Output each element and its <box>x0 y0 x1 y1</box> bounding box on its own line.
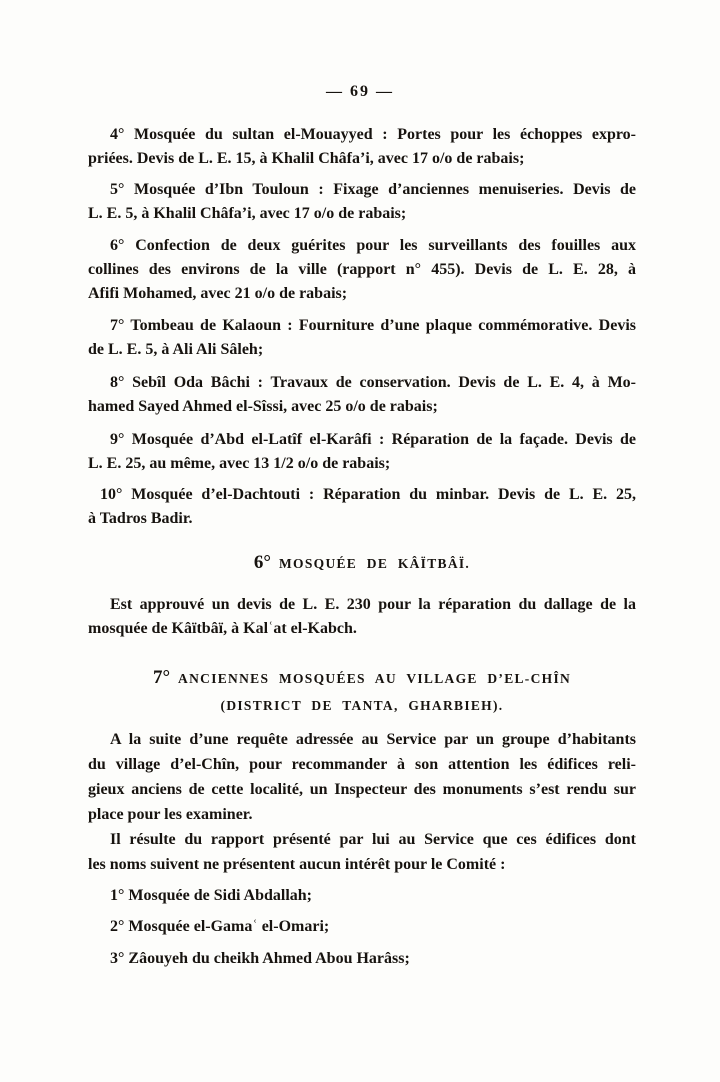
text-line: Afifi Mohamed, avec 21 o/o de rabais; <box>88 285 348 302</box>
text-line: 7° Tombeau de Kalaoun : Fourniture d’une plaque commémorative. Devis <box>110 317 636 334</box>
section-7-subtitle: (DISTRICT DE TANTA, GHARBIEH). <box>220 698 504 713</box>
text-line: L. E. 25, au même, avec 13 1/2 o/o de rabais; <box>88 455 391 472</box>
village-mosque-item-1: 1° Mosquée de Sidi Abdallah; <box>110 887 312 904</box>
text-line: 10° Mosquée d’el-Dachtouti : Réparation du minbar. Devis de L. E. 25, <box>100 486 636 503</box>
section-6-paragraph <box>88 593 636 641</box>
text-line: de L. E. 5, à Ali Ali Sâleh; <box>88 341 264 358</box>
text-line: à Tadros Badir. <box>88 510 193 527</box>
text-line: place pour les examiner. <box>88 806 253 823</box>
text-line: Est approuvé un devis de L. E. 230 pour la réparation du dallage de la <box>110 596 636 613</box>
section-7-heading <box>88 664 636 719</box>
approval-item-8 <box>88 371 636 419</box>
page-number: — 69 — <box>326 83 394 100</box>
section-6-title: MOSQUÉE DE KÂÏTBÂÏ. <box>279 556 471 571</box>
text-line: 9° Mosquée d’Abd el-Latîf el-Karâfi : Réparation de la façade. Devis de <box>110 431 636 448</box>
text-line: collines des environs de la ville (rapport n° 455). Devis de L. E. 28, à <box>88 261 636 278</box>
text-line: hamed Sayed Ahmed el-Sîssi, avec 25 o/o de rabais; <box>88 398 438 415</box>
text-line: gieux anciens de cette localité, un Inspecteur des monuments s’est rendu sur <box>88 781 636 798</box>
text-line: 6° Confection de deux guérites pour les surveillants des fouilles aux <box>110 237 636 254</box>
section-7-paragraph-2 <box>88 827 636 877</box>
text-line: L. E. 5, à Khalil Châfa’i, avec 17 o/o de rabais; <box>88 205 407 222</box>
approval-item-9 <box>88 428 636 476</box>
approval-item-5 <box>88 178 636 226</box>
text-line: du village d’el-Chîn, pour recommander à son attention les édifices reli- <box>88 756 636 773</box>
section-6-number: 6° <box>253 552 271 573</box>
text-line: 4° Mosquée du sultan el-Mouayyed : Portes pour les échoppes expro- <box>110 126 636 143</box>
text-line: 8° Sebîl Oda Bâchi : Travaux de conservation. Devis de L. E. 4, à Mo- <box>110 374 636 391</box>
text-line: Il résulte du rapport présenté par lui au Service que ces édifices dont <box>110 831 636 848</box>
text-line: les noms suivent ne présentent aucun intérêt pour le Comité : <box>88 856 506 873</box>
section-7-number: 7° <box>152 667 171 688</box>
approval-item-7 <box>88 314 636 362</box>
village-mosque-item-2: 2° Mosquée el-Gamaʿ el-Omari; <box>110 918 330 935</box>
text-line: 5° Mosquée d’Ibn Touloun : Fixage d’anciennes menuiseries. Devis de <box>110 181 636 198</box>
approval-item-4 <box>88 123 636 171</box>
section-7-title: ANCIENNES MOSQUÉES AU VILLAGE D’EL-CHÎN <box>178 671 572 686</box>
section-7-paragraph-1 <box>88 727 636 827</box>
approval-item-10 <box>88 483 636 531</box>
text-line: mosquée de Kâïtbâï, à Kalʿat el-Kabch. <box>88 620 357 637</box>
text-line: priées. Devis de L. E. 15, à Khalil Châfa’i, avec 17 o/o de rabais; <box>88 150 525 167</box>
approval-item-6 <box>88 234 636 306</box>
village-mosque-item-3: 3° Zâouyeh du cheikh Ahmed Abou Harâss; <box>110 950 410 967</box>
text-line: A la suite d’une requête adressée au Service par un groupe d’habitants <box>110 731 636 748</box>
section-6-heading <box>88 552 636 575</box>
